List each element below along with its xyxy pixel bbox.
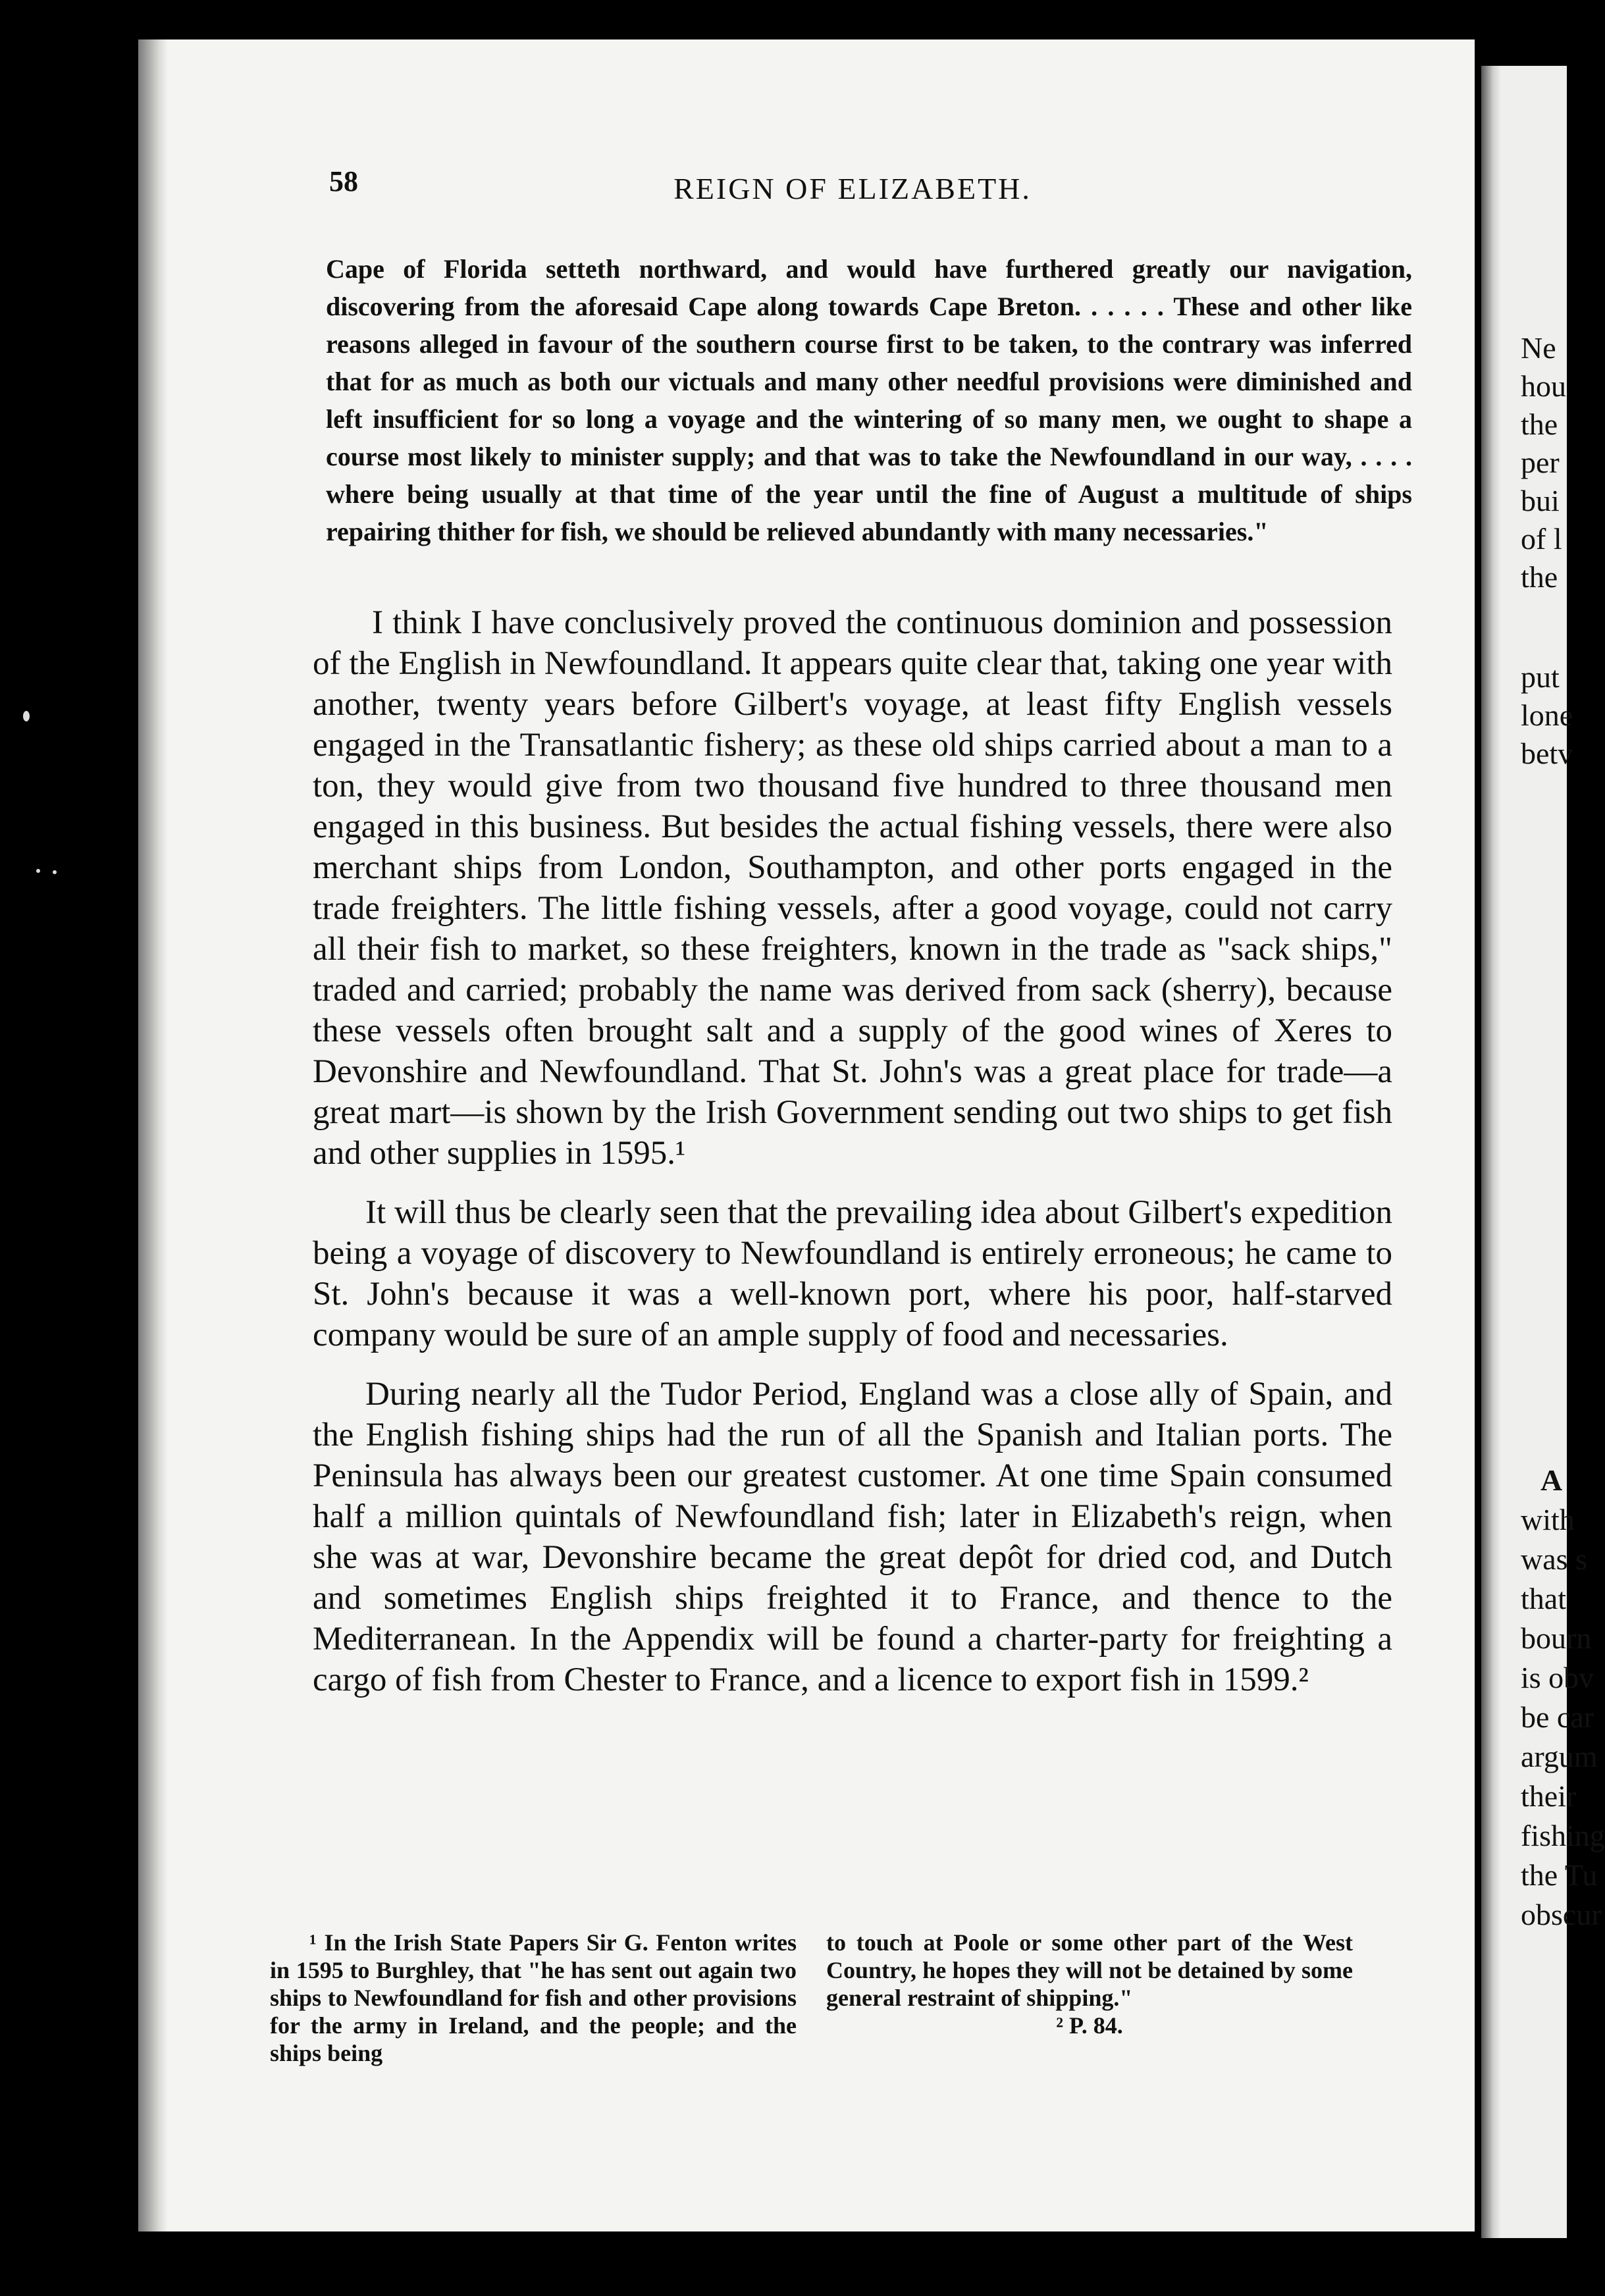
facing-page	[1481, 66, 1605, 2238]
facing-line: put	[1521, 660, 1560, 694]
footnote-column-right	[826, 1929, 1353, 2039]
page-gutter-shadow	[138, 39, 168, 2231]
facing-line: obscur	[1521, 1898, 1602, 1931]
paragraph: During nearly all the Tudor Period, England was a close ally of Spain, and the English fishing ships had the run of all the Spanish and Italian ports. The Peninsula has always been our greatest customer. At one time Spain consumed half a million quintals of Newfoundland fish; later in Elizabeth's reign, when she was at war, Devonshire became the great depôt for dried cod, and Dutch and sometimes English ships freighted it to France, and thence to the Mediterranean. In the Appendix will be found a charter-party for freighting a cargo of fish from Chester to France, and a licence to export fish in 1599.²	[313, 1376, 1392, 1698]
facing-line: Ne	[1521, 331, 1556, 365]
facing-line: argum	[1521, 1740, 1598, 1773]
facing-line: bourn	[1521, 1621, 1592, 1655]
facing-line: hou	[1521, 369, 1566, 403]
facing-page-edge	[1481, 66, 1501, 2238]
page-number: 58	[329, 165, 358, 197]
facing-line: per	[1521, 446, 1560, 479]
running-head: REIGN OF ELIZABETH.	[673, 172, 1032, 205]
paragraph: I think I have conclusively proved the continuous dominion and possession of the English in Newfoundland. It appears quite clear that, taking one year with another, twenty years before Gilbert's voyage, at least fifty English vessels engaged in the Transatlantic fishery; as these old ships carried about a man to a ton, they would give from two thousand five hundred to three thousand men engaged in this business. But besides the actual fishing vessels, there were also merchant ships from London, Southampton, and other ports engaged in the trade freighters. The little fishing vessels, after a good voyage, could not carry all their fish to market, so these freighters, known in the trade as "sack ships," traded and carried; probably the name was derived from sack (sherry), because these vessels often brought salt and a supply of the good wines of Xeres to Devonshire and Newfoundland. That St. John's was a great place for trade—a great mart—is shown by the Irish Government sending out two ships to get fish and other supplies in 1595.¹	[313, 604, 1392, 1172]
facing-line: with	[1521, 1503, 1575, 1536]
facing-line: be car	[1521, 1700, 1594, 1734]
facing-line: is obv	[1521, 1661, 1594, 1694]
facing-line: that	[1521, 1582, 1566, 1615]
facing-line: the Tu	[1521, 1858, 1598, 1892]
facing-line: of l	[1521, 522, 1562, 556]
facing-line: fishing	[1521, 1819, 1605, 1852]
body-text	[313, 602, 1392, 1719]
facing-line: betv	[1521, 737, 1573, 770]
footnote-1-continued: to touch at Poole or some other part of the West Country, he hopes they will not be detained by some general restraint of shipping."	[826, 1929, 1353, 2011]
scan-speck	[36, 869, 40, 873]
facing-line: bui	[1521, 484, 1560, 517]
footnote-2: ² P. 84.	[1056, 2012, 1123, 2039]
facing-line: the	[1521, 407, 1558, 441]
scan-speck	[23, 711, 30, 721]
footnote-1: ¹ In the Irish State Papers Sir G. Fenton writes in 1595 to Burghley, that "he has sent out again two ships to Newfoundland for fish and other provisions for the army in Ireland, and the people; and the ships being	[270, 1929, 797, 2066]
facing-line: their	[1521, 1779, 1577, 1813]
paragraph: It will thus be clearly seen that the prevailing idea about Gilbert's expedition being a voyage of discovery to Newfoundland is entirely erroneous; he came to St. John's because it was a well-known port, where his poor, half-starved company would be sure of an ample supply of food and necessaries.	[313, 1194, 1392, 1353]
scan-speck	[53, 870, 57, 874]
footnote-column-left	[270, 1929, 797, 2067]
facing-line: the	[1521, 560, 1558, 594]
facing-line: was s	[1521, 1542, 1587, 1576]
facing-line: A	[1540, 1463, 1563, 1497]
block-quote: Cape of Florida setteth northward, and would have furthered greatly our navigation, discovering from the aforesaid Cape along towards Cape Breton. . . . . . These and other like reasons alleged in favour of the southern course first to be taken, to the contrary was inferred that for as much as both our victuals and many other needful provisions were diminished and left insufficient for so long a voyage and the wintering of so many men, we ought to shape a course most likely to minister supply; and that was to take the Newfoundland in our way, . . . . where being usually at that time of the year until the fine of August a multitude of ships repairing thither for fish, we should be relieved abundantly with many necessaries."	[326, 254, 1412, 546]
facing-line: lone	[1521, 698, 1573, 732]
page-header	[191, 165, 1409, 217]
